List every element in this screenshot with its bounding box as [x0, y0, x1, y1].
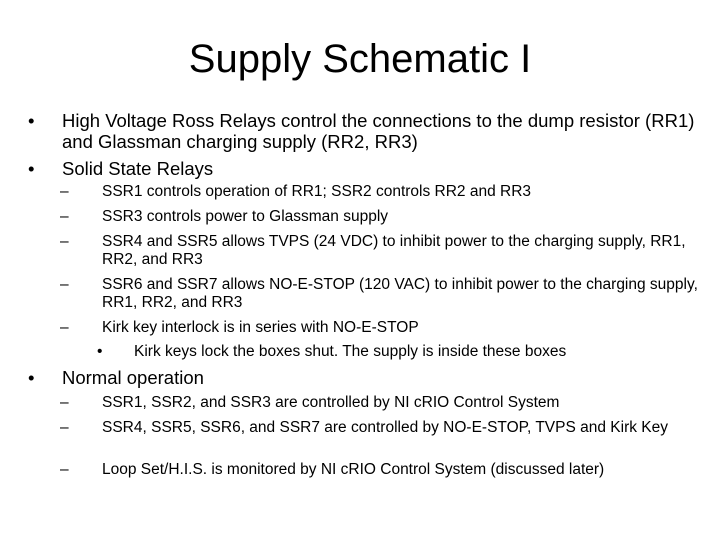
bullet-marker: •: [28, 158, 35, 179]
sub-bullet-item: [60, 419, 700, 437]
dash-marker: –: [60, 394, 69, 411]
sub-bullet-text: SSR6 and SSR7 allows NO-E-STOP (120 VAC) to inhibit power to the charging supply, RR1, RR2, and RR3: [102, 276, 698, 311]
bullet-text: Solid State Relays: [62, 158, 214, 179]
bullet-text: High Voltage Ross Relays control the connections to the dump resistor (RR1) and Glassman charging supply (RR2, RR3): [62, 110, 695, 152]
dash-marker: –: [60, 419, 69, 436]
bullet-marker: •: [28, 367, 35, 388]
bullet-item: [28, 158, 700, 179]
sub-bullet-item: [60, 183, 700, 201]
sub-bullet-text: SSR4 and SSR5 allows TVPS (24 VDC) to inhibit power to the charging supply, RR1, RR2, and RR3: [102, 233, 686, 268]
dash-marker: –: [60, 183, 69, 200]
sub-bullet-text: SSR3 controls power to Glassman supply: [102, 208, 389, 225]
bullet-marker: •: [28, 110, 35, 131]
sub-bullet-text: Kirk key interlock is in series with NO-E-STOP: [102, 319, 419, 336]
sub-sub-bullet-text: Kirk keys lock the boxes shut. The supply is inside these boxes: [134, 343, 567, 360]
dash-marker: –: [60, 319, 69, 336]
sub-bullet-item: [60, 394, 700, 412]
sub-bullet-text: Loop Set/H.I.S. is monitored by NI cRIO Control System (discussed later): [102, 461, 605, 478]
sub-bullet-text: SSR4, SSR5, SSR6, and SSR7 are controlled by NO-E-STOP, TVPS and Kirk Key: [102, 419, 669, 436]
dash-marker: –: [60, 461, 69, 478]
sub-bullet-item: [60, 208, 700, 226]
dash-marker: –: [60, 233, 69, 250]
sub-bullet-text: SSR1 controls operation of RR1; SSR2 controls RR2 and RR3: [102, 183, 532, 200]
sub-sub-bullet-item: [97, 343, 702, 361]
dash-marker: –: [60, 208, 69, 225]
bullet-marker: •: [97, 343, 103, 360]
slide-title: Supply Schematic I: [188, 37, 532, 81]
sub-bullet-item: [60, 276, 700, 312]
bullet-item: [28, 367, 700, 388]
sub-bullet-text: SSR1, SSR2, and SSR3 are controlled by NI cRIO Control System: [102, 394, 560, 411]
bullet-item: [28, 110, 700, 152]
sub-bullet-item: [60, 233, 700, 269]
bullet-text: Normal operation: [62, 367, 204, 388]
sub-bullet-item: [60, 461, 700, 479]
sub-bullet-item: [60, 319, 700, 337]
dash-marker: –: [60, 276, 69, 293]
